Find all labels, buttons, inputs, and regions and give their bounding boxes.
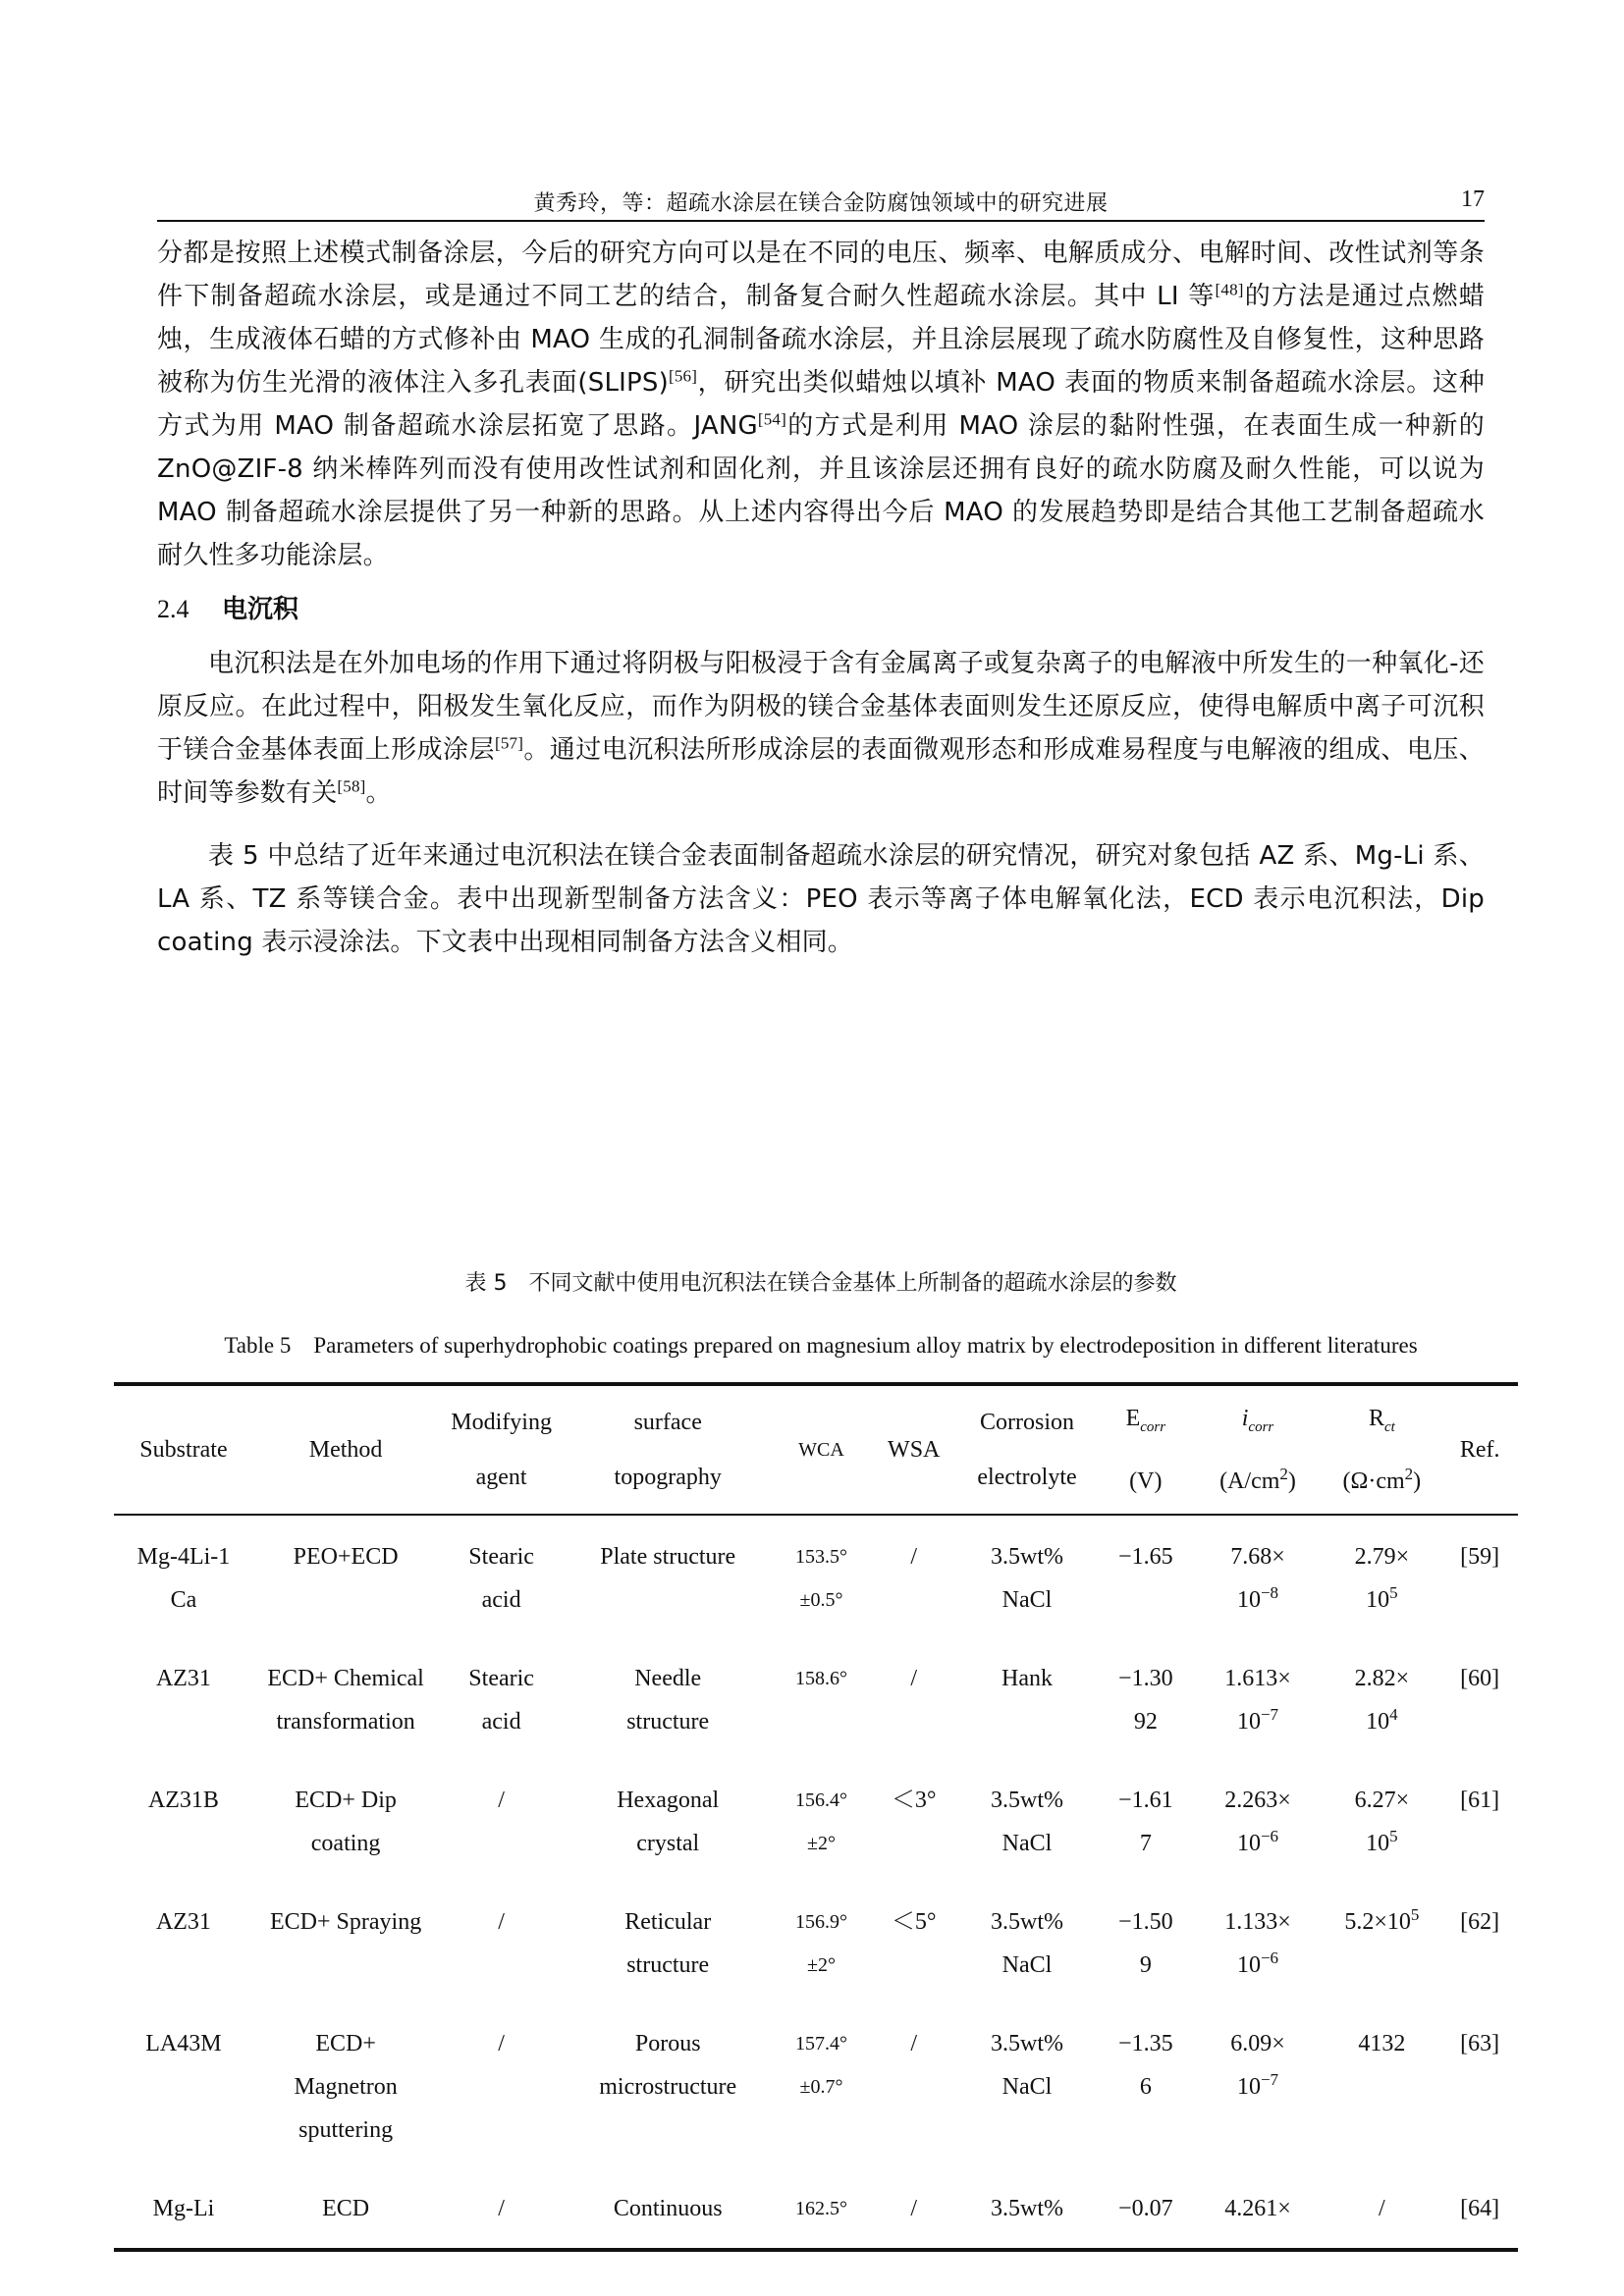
paragraph-2-part-c: 。	[365, 778, 392, 808]
section-heading	[157, 579, 1485, 640]
cell-ref: [62]	[1460, 1909, 1500, 1935]
cell-agent: Stearic acid	[468, 1544, 534, 1613]
cell-ref: [59]	[1460, 1544, 1500, 1570]
cell-wsa: ＜3°	[891, 1788, 937, 1813]
cell-method: PEO+ECD	[293, 1544, 399, 1570]
paragraph-2-part-b: 。通过电沉积法所形成涂层的表面微观形态和形成难易程度与电解液的组成、电压、时间等参数有关	[157, 735, 1485, 808]
body-text	[157, 232, 1485, 964]
cell-rct: 2.79× $10^5$	[1354, 1544, 1410, 1613]
cell-rct: 4132	[1358, 2031, 1406, 2056]
header-rct: $R_{ct}$ $(\Omega\cdot cm^2)$	[1342, 1405, 1422, 1495]
header-electrolyte: Corrosion electrolyte	[977, 1410, 1077, 1490]
paragraph-2-part-a: 电沉积法是在外加电场的作用下通过将阴极与阳极浸于含有金属离子或复杂离子的电解液中所发生的一种氧化-还原反应。在此过程中，阳极发生氧化反应，而作为阴极的镁合金基体表面则发生还原反应，使得电解质中离子可沉积于镁合金基体表面上形成涂层	[157, 649, 1485, 765]
cell-method: ECD	[322, 2196, 370, 2221]
cell-topography: Continuous	[613, 2196, 723, 2221]
cell-ecorr: −1.65	[1118, 1544, 1173, 1570]
cell-wsa: /	[910, 2031, 918, 2056]
cell-topography: Reticular structure	[624, 1909, 712, 1978]
cell-ecorr: −1.35 6	[1118, 2031, 1173, 2100]
cell-substrate: Mg-Li	[152, 2196, 215, 2221]
cell-wsa: ＜5°	[891, 1909, 937, 1935]
cell-icorr: 7.68× $10^{-8}$	[1230, 1544, 1285, 1613]
cell-method: ECD+ Dip coating	[295, 1788, 397, 1856]
cell-substrate: LA43M	[145, 2031, 222, 2056]
table-caption-cn: 表 5 不同文献中使用电沉积法在镁合金基体上所制备的超疏水涂层的参数	[464, 1271, 1177, 1296]
header-agent: Modifying agent	[451, 1410, 552, 1490]
citation: [57]	[494, 733, 524, 753]
paragraph-1-part-b: 的方法是通过点燃蜡烛，生成液体石蜡的方式修补由 MAO 生成的孔洞制备疏水涂层，并且涂层展现了疏水防腐性及自修复性，这种思路被称为仿生光滑的液体注入多孔表面(SLIPS)	[157, 282, 1485, 398]
cell-wsa: /	[910, 1666, 918, 1691]
table-row	[114, 2169, 1518, 2250]
header-substrate: Substrate	[139, 1437, 228, 1463]
cell-method: ECD+ Spraying	[270, 1909, 422, 1935]
table-caption-en: Table 5 Parameters of superhydrophobic coatings prepared on magnesium alloy matrix by electrodeposition in different literatures	[224, 1333, 1418, 1358]
paragraph-3: 表 5 中总结了近年来通过电沉积法在镁合金表面制备超疏水涂层的研究情况，研究对象包括 AZ 系、Mg-Li 系、LA 系、TZ 系等镁合金。表中出现新型制备方法含义：PEO 表示等离子体电解氧化法，ECD 表示电沉积法，Dip coating 表示浸涂法。下文表中出现相同制备方法含义相同。	[157, 841, 1485, 957]
section-number: 2.4	[157, 595, 189, 623]
header-ref: Ref.	[1459, 1437, 1500, 1463]
cell-ref: [64]	[1460, 2196, 1500, 2221]
cell-rct: $5.2\times 10^5$	[1344, 1905, 1420, 1935]
cell-icorr: 2.263× $10^{-6}$	[1224, 1788, 1291, 1856]
cell-substrate: AZ31	[155, 1666, 211, 1691]
table-row	[114, 1761, 1518, 1883]
header-topography: surface topography	[614, 1410, 722, 1490]
citation: [48]	[1215, 280, 1244, 299]
paragraph-1-part-c: ，研究出类似蜡烛以填补 MAO 表面的物质来制备超疏水涂层。这种方式为用 MAO 制备超疏水涂层拓宽了思路。JANG	[157, 368, 1485, 441]
cell-agent: Stearic acid	[468, 1666, 534, 1735]
cell-topography: Hexagonal crystal	[617, 1788, 720, 1856]
page-header	[157, 185, 1485, 222]
paragraph-2	[157, 642, 1485, 815]
cell-ref: [61]	[1460, 1788, 1500, 1813]
cell-ref: [63]	[1460, 2031, 1500, 2056]
citation: [58]	[337, 776, 366, 796]
cell-agent: /	[498, 1788, 505, 1813]
cell-ecorr: −1.30 92	[1118, 1666, 1173, 1735]
cell-topography: Porous microstructure	[599, 2031, 737, 2100]
cell-method: ECD+ Magnetron sputtering	[294, 2031, 398, 2143]
cell-ecorr: −1.50 9	[1118, 1909, 1173, 1978]
table-row	[114, 1883, 1518, 2004]
cell-electrolyte: Hank	[1001, 1666, 1053, 1691]
cell-electrolyte: 3.5wt% NaCl	[991, 1788, 1063, 1856]
cell-substrate: Mg-4Li-1 Ca	[136, 1544, 231, 1613]
cell-rct: /	[1379, 2196, 1385, 2221]
citation: [56]	[668, 366, 698, 386]
cell-ecorr: −0.07	[1118, 2196, 1173, 2221]
cell-ref: [60]	[1460, 1666, 1500, 1691]
cell-topography: Needle structure	[626, 1666, 710, 1735]
paragraph-1-part-d: 的方式是利用 MAO 涂层的黏附性强，在表面生成一种新的 ZnO@ZIF-8 纳米棒阵列而没有使用改性试剂和固化剂，并且该涂层还拥有良好的疏水防腐及耐久性能，可以说为 MAO 制备超疏水涂层提供了另一种新的思路。从上述内容得出今后 MAO 的发展趋势即是结合其他工艺制备超疏水耐久性多功能涂层。	[157, 411, 1485, 570]
cell-electrolyte: 3.5wt% NaCl	[991, 1909, 1063, 1978]
cell-agent: /	[498, 2031, 505, 2056]
paragraph-1-part-a: 分都是按照上述模式制备涂层，今后的研究方向可以是在不同的电压、频率、电解质成分、电解时间、改性试剂等条件下制备超疏水涂层，或是通过不同工艺的结合，制备复合耐久性超疏水涂层。其中 LI 等	[157, 239, 1485, 311]
cell-rct: 2.82× $10^4$	[1354, 1666, 1410, 1735]
parameters-table	[114, 1382, 1518, 2252]
cell-topography: Plate structure	[600, 1544, 736, 1570]
citation: [54]	[757, 409, 786, 429]
page-number: 17	[1461, 187, 1485, 212]
cell-electrolyte: 3.5wt% NaCl	[991, 1544, 1063, 1613]
cell-wca: 157.4° ±0.7°	[795, 2033, 847, 2098]
table-header-row	[114, 1384, 1518, 1515]
paragraph-1	[157, 232, 1485, 577]
table-body	[114, 1515, 1518, 2250]
cell-wca: 162.5°	[795, 2198, 847, 2219]
cell-electrolyte: 3.5wt% NaCl	[991, 2031, 1063, 2100]
header-ecorr: $E_{corr}$ (V)	[1125, 1405, 1166, 1495]
cell-icorr: 1.133× $10^{-6}$	[1224, 1909, 1291, 1978]
table-row	[114, 2004, 1518, 2169]
table-row	[114, 1515, 1518, 1639]
table-row	[114, 1639, 1518, 1761]
cell-wsa: /	[910, 2196, 918, 2221]
cell-wca: 156.9° ±2°	[795, 1911, 847, 1976]
cell-substrate: AZ31B	[147, 1788, 219, 1813]
header-method: Method	[308, 1437, 383, 1463]
running-title: 黄秀玲，等：超疏水涂层在镁合金防腐蚀领域中的研究进展	[533, 191, 1109, 216]
cell-wca: 156.4° ±2°	[795, 1789, 847, 1854]
header-wca: WCA	[798, 1439, 844, 1461]
cell-icorr: 6.09× $10^{-7}$	[1230, 2031, 1285, 2100]
cell-agent: /	[498, 1909, 505, 1935]
cell-wca: 153.5° ±0.5°	[795, 1546, 847, 1611]
cell-icorr: 1.613× $10^{-7}$	[1224, 1666, 1291, 1735]
header-icorr: $i_{corr}$ $(A/cm^2)$	[1219, 1405, 1296, 1495]
cell-ecorr: −1.61 7	[1118, 1788, 1173, 1856]
cell-wsa: /	[910, 1544, 918, 1570]
cell-method: ECD+ Chemical transformation	[267, 1666, 424, 1735]
cell-wca: 158.6°	[795, 1668, 847, 1689]
cell-rct: 6.27× $10^5$	[1354, 1788, 1410, 1856]
cell-electrolyte: 3.5wt%	[991, 2196, 1063, 2221]
section-title: 电沉积	[222, 595, 299, 624]
cell-icorr: 4.261×	[1224, 2196, 1291, 2221]
cell-substrate: AZ31	[155, 1909, 211, 1935]
cell-agent: /	[498, 2196, 505, 2221]
header-wsa: WSA	[888, 1437, 941, 1463]
